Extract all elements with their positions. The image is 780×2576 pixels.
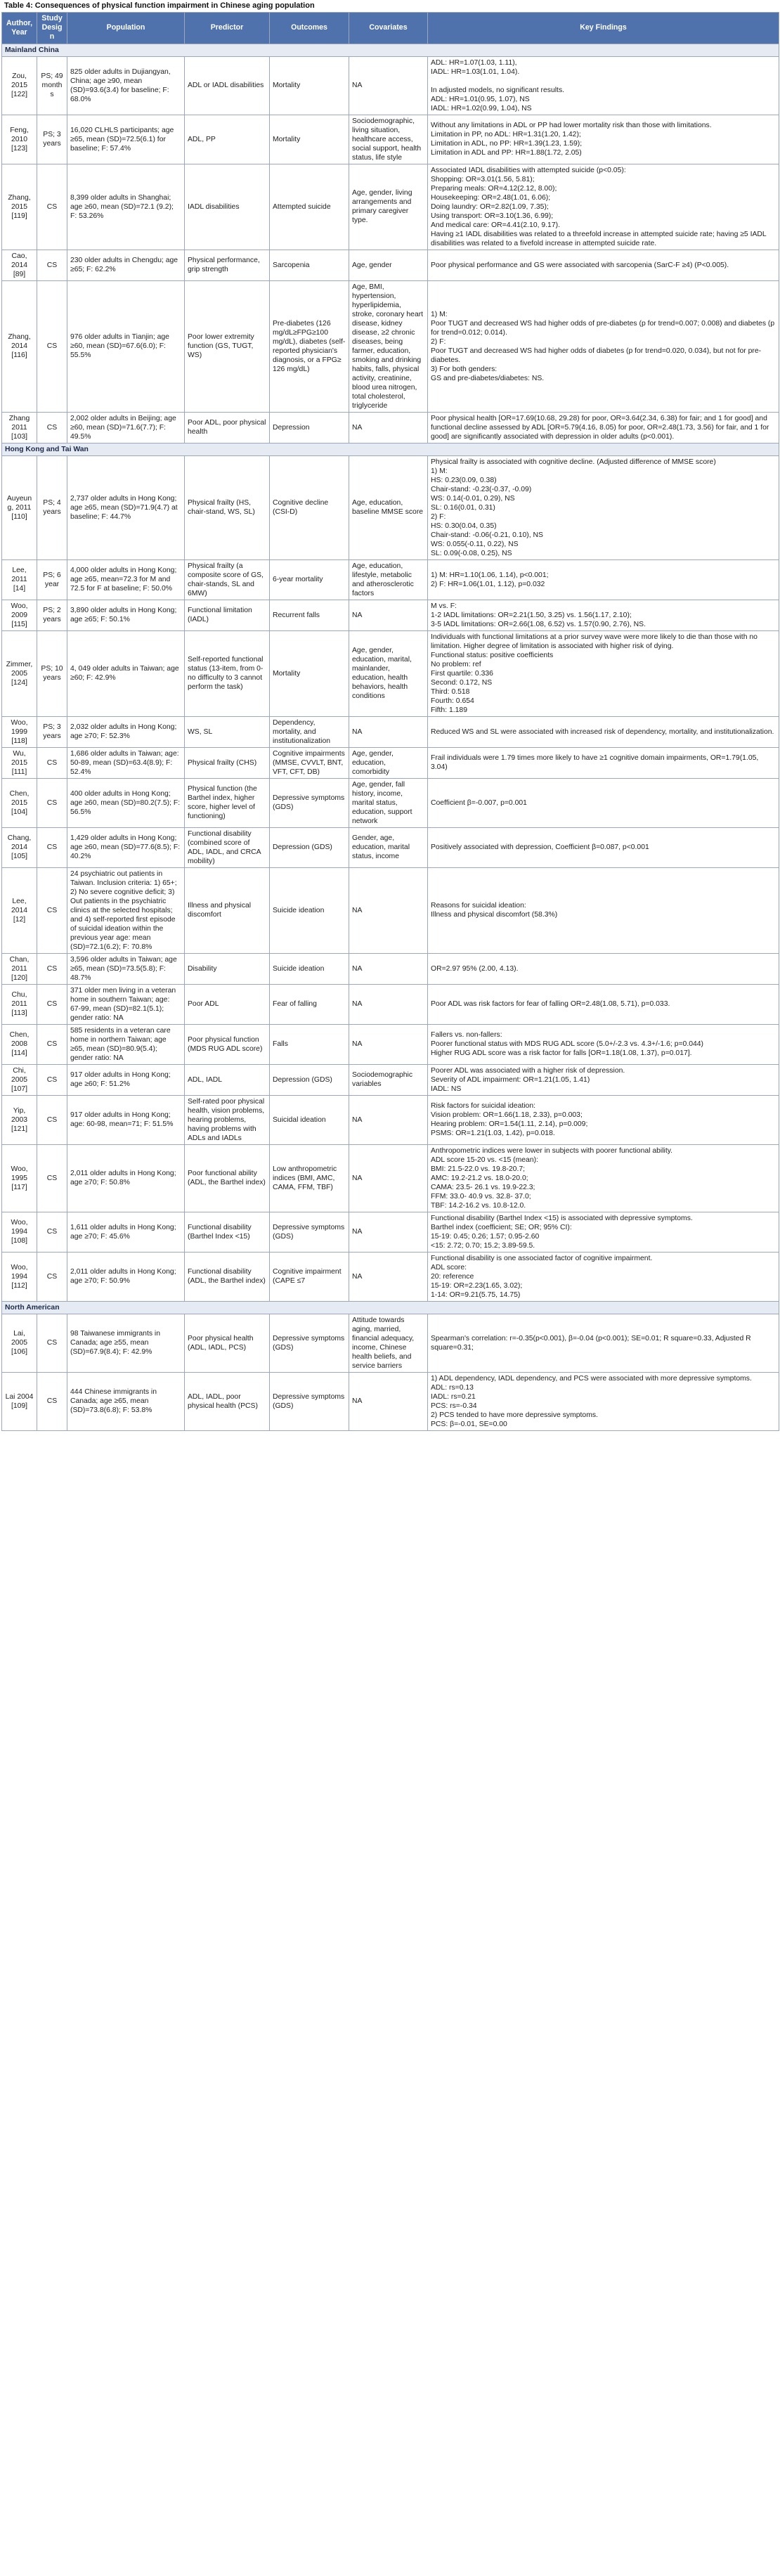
cell-key-findings: Associated IADL disabilities with attempted suicide (p<0.05): Shopping: OR=3.01(1.56, 5.81); Preparing meals: OR=4.12(2.12, 8.00); Housekeeping: OR=2.48(1.01, 6.06); Doing laundry: OR=2.82(1.09, 7.35); Using transport: OR=3.10(1.36, 6.99); And medical care: OR=4.41(2.10, 9.17). Having ≥1 IADL disabilities was related to a threefold increase in attempted suicide rate; having ≥5 IADL disabilities was related to a fivefold increase in attempted suicide rate. xyxy=(428,164,779,250)
cell-covariates: Sociodemographic, living situation, healthcare access, social support, health status, life style xyxy=(349,115,428,164)
cell-population: 585 residents in a veteran care home in northern Taiwan; age ≥65, mean (SD)=80.9(5.4); gender ratio: NA xyxy=(67,1024,185,1064)
cell-author: Chang, 2014 [105] xyxy=(2,827,37,867)
table-row xyxy=(2,716,779,747)
cell-study-design: CS xyxy=(37,1252,67,1301)
cell-author: Auyeung, 2011 [110] xyxy=(2,455,37,559)
table-row xyxy=(2,1212,779,1252)
cell-outcomes: Cognitive impairment (CAPE ≤7 xyxy=(270,1252,349,1301)
table-row xyxy=(2,747,779,778)
cell-author: Woo, 1994 [112] xyxy=(2,1252,37,1301)
section-row xyxy=(2,44,779,56)
cell-covariates: NA xyxy=(349,600,428,630)
cell-covariates: Age, gender, education, comorbidity xyxy=(349,747,428,778)
cell-key-findings: Reasons for suicidal ideation: Illness and physical discomfort (58.3%) xyxy=(428,867,779,953)
cell-covariates: NA xyxy=(349,412,428,443)
cell-covariates: NA xyxy=(349,1252,428,1301)
cell-predictor: Poor physical function (MDS RUG ADL score) xyxy=(185,1024,270,1064)
cell-key-findings: M vs. F: 1-2 IADL limitations: OR=2.21(1.50, 3.25) vs. 1.56(1.17, 2.10); 3-5 IADL limitations: OR=2.66(1.08, 6.52) vs. 1.57(0.90, 2.76), NS. xyxy=(428,600,779,630)
cell-covariates: NA xyxy=(349,1095,428,1144)
cell-covariates: NA xyxy=(349,1372,428,1430)
table-row xyxy=(2,412,779,443)
cell-predictor: IADL disabilities xyxy=(185,164,270,250)
cell-population: 371 older men living in a veteran home in southern Taiwan; age: 67-99, mean (SD)=82.1(5.1); gender ratio: NA xyxy=(67,984,185,1024)
cell-outcomes: Cognitive impairments (MMSE, CVVLT, BNT, VFT, CFT, DB) xyxy=(270,747,349,778)
cell-key-findings: Reduced WS and SL were associated with increased risk of dependency, mortality, and institutionalization. xyxy=(428,716,779,747)
cell-predictor: Physical frailty (CHS) xyxy=(185,747,270,778)
cell-key-findings: Positively associated with depression, Coefficient β=0.087, p<0.001 xyxy=(428,827,779,867)
cell-covariates: Age, gender, fall history, income, marital status, education, support network xyxy=(349,778,428,827)
cell-author: Zhang 2011 [103] xyxy=(2,412,37,443)
cell-covariates: NA xyxy=(349,1212,428,1252)
header-covariates: Covariates xyxy=(349,13,428,44)
header-key-findings: Key Findings xyxy=(428,13,779,44)
cell-author: Lee, 2014 [12] xyxy=(2,867,37,953)
cell-predictor: Physical performance, grip strength xyxy=(185,250,270,280)
table-row xyxy=(2,455,779,559)
cell-population: 98 Taiwanese immigrants in Canada; age ≥55, mean (SD)=67.9(8.4); F: 42.9% xyxy=(67,1314,185,1372)
section-title: Hong Kong and Tai Wan xyxy=(2,443,779,455)
cell-population: 230 older adults in Chengdu; age ≥65; F: 62.2% xyxy=(67,250,185,280)
cell-outcomes: Sarcopenia xyxy=(270,250,349,280)
cell-population: 2,011 older adults in Hong Kong; age ≥70; F: 50.9% xyxy=(67,1252,185,1301)
cell-covariates: NA xyxy=(349,716,428,747)
cell-predictor: Self-rated poor physical health, vision problems, hearing problems, having problems with ADLs and IADLs xyxy=(185,1095,270,1144)
cell-population: 3,596 older adults in Taiwan; age ≥65, mean (SD)=73.5(5.8); F: 48.7% xyxy=(67,953,185,984)
cell-outcomes: Cognitive decline (CSI-D) xyxy=(270,455,349,559)
cell-study-design: PS; 3 years xyxy=(37,115,67,164)
header-predictor: Predictor xyxy=(185,13,270,44)
cell-population: 8,399 older adults in Shanghai; age ≥60, mean (SD)=72.1 (9.2); F: 53.26% xyxy=(67,164,185,250)
cell-predictor: Physical frailty (a composite score of GS, chair-stands, SL and 6MW) xyxy=(185,559,270,600)
cell-outcomes: Suicide ideation xyxy=(270,867,349,953)
cell-outcomes: Mortality xyxy=(270,56,349,115)
cell-population: 444 Chinese immigrants in Canada; age ≥65, mean (SD)=73.8(6.8); F: 53.8% xyxy=(67,1372,185,1430)
table-row xyxy=(2,164,779,250)
cell-author: Woo, 1995 [117] xyxy=(2,1144,37,1212)
cell-covariates: NA xyxy=(349,1144,428,1212)
cell-key-findings: ADL: HR=1.07(1.03, 1.11), IADL: HR=1.03(1.01, 1.04). In adjusted models, no significant results. ADL: HR=1.01(0.95, 1.07), NS IADL: HR=1.02(0.99, 1.04), NS xyxy=(428,56,779,115)
cell-predictor: ADL, IADL, poor physical health (PCS) xyxy=(185,1372,270,1430)
cell-covariates: NA xyxy=(349,1024,428,1064)
cell-population: 4, 049 older adults in Taiwan; age ≥60; F: 42.9% xyxy=(67,630,185,716)
cell-outcomes: Pre-diabetes (126 mg/dL≥FPG≥100 mg/dL), diabetes (self-reported physician's diagnosis, or a FPG≥ 126 mg/dL) xyxy=(270,280,349,412)
cell-author: Zimmer, 2005 [124] xyxy=(2,630,37,716)
table-row xyxy=(2,778,779,827)
cell-study-design: CS xyxy=(37,867,67,953)
cell-outcomes: Falls xyxy=(270,1024,349,1064)
cell-study-design: CS xyxy=(37,280,67,412)
header-population: Population xyxy=(67,13,185,44)
cell-author: Zhang, 2015 [119] xyxy=(2,164,37,250)
cell-author: Cao, 2014 [89] xyxy=(2,250,37,280)
cell-key-findings: OR=2.97 95% (2.00, 4.13). xyxy=(428,953,779,984)
table-row xyxy=(2,115,779,164)
table-row xyxy=(2,984,779,1024)
cell-outcomes: Fear of falling xyxy=(270,984,349,1024)
cell-key-findings: Coefficient β=-0.007, p=0.001 xyxy=(428,778,779,827)
cell-author: Chen, 2008 [114] xyxy=(2,1024,37,1064)
cell-covariates: Age, education, baseline MMSE score xyxy=(349,455,428,559)
cell-author: Woo, 1999 [118] xyxy=(2,716,37,747)
cell-study-design: CS xyxy=(37,747,67,778)
cell-predictor: ADL or IADL disabilities xyxy=(185,56,270,115)
cell-outcomes: Low anthropometric indices (BMI, AMC, CAMA, FFM, TBF) xyxy=(270,1144,349,1212)
cell-outcomes: Depressive symptoms (GDS) xyxy=(270,1212,349,1252)
cell-covariates: Age, BMI, hypertension, hyperlipidemia, stroke, coronary heart disease, kidney disease, ≥2 chronic diseases, being farmer, education, smoking and drinking habits, falls, physical activity, creatinine, blood urea nitrogen, total cholesterol, triglyceride xyxy=(349,280,428,412)
cell-key-findings: Frail individuals were 1.79 times more likely to have ≥1 cognitive domain impairments, OR=1.79(1.05, 3.04) xyxy=(428,747,779,778)
table-row xyxy=(2,250,779,280)
cell-outcomes: Recurrent falls xyxy=(270,600,349,630)
cell-study-design: CS xyxy=(37,250,67,280)
header-author: Author, Year xyxy=(2,13,37,44)
section-row xyxy=(2,1301,779,1314)
cell-predictor: ADL, IADL xyxy=(185,1064,270,1095)
cell-key-findings: Poor physical performance and GS were associated with sarcopenia (SarC-F ≥4) (P<0.005). xyxy=(428,250,779,280)
cell-population: 400 older adults in Hong Kong; age ≥60, mean (SD)=80.2(7.5); F: 56.5% xyxy=(67,778,185,827)
cell-key-findings: Functional disability (Barthel Index <15) is associated with depressive symptoms. Barthel index (coefficient; SE; OR; 95% CI): 15-19: 0.45; 0.26; 1.57; 0.95-2.60 <15: 2.72; 0.70; 15.2; 3.89-59.5. xyxy=(428,1212,779,1252)
cell-study-design: CS xyxy=(37,412,67,443)
cell-predictor: Poor ADL xyxy=(185,984,270,1024)
table-row xyxy=(2,1372,779,1430)
table-row xyxy=(2,953,779,984)
table-row xyxy=(2,1095,779,1144)
cell-covariates: Age, gender, living arrangements and primary caregiver type. xyxy=(349,164,428,250)
cell-covariates: NA xyxy=(349,953,428,984)
table-row xyxy=(2,559,779,600)
cell-key-findings: 1) ADL dependency, IADL dependency, and PCS were associated with more depressive symptoms. ADL: rs=0.13 IADL: rs=0.21 PCS: rs=-0.34 2) PCS tended to have more depressive symptoms. PCS: β=-0.01, SE=0.00 xyxy=(428,1372,779,1430)
cell-outcomes: Depressive symptoms (GDS) xyxy=(270,1314,349,1372)
cell-predictor: Poor functional ability (ADL, the Barthel index) xyxy=(185,1144,270,1212)
cell-key-findings: Physical frailty is associated with cognitive decline. (Adjusted difference of MMSE score) 1) M: HS: 0.23(0.09, 0.38) Chair-stand: -0.23(-0.37, -0.09) WS: 0.14(-0.01, 0.29), NS SL: 0.16(0.01, 0.31) 2) F: HS: 0.30(0.04, 0.35) Chair-stand: -0.06(-0.21, 0.10), NS WS: 0.055(-0.11, 0.22), NS SL: 0.09(-0.08, 0.25), NS xyxy=(428,455,779,559)
cell-predictor: Functional disability (ADL, the Barthel index) xyxy=(185,1252,270,1301)
cell-author: Lai, 2005 [106] xyxy=(2,1314,37,1372)
cell-predictor: Poor ADL, poor physical health xyxy=(185,412,270,443)
cell-population: 976 older adults in Tianjin; age ≥60, mean (SD)=67.6(6.0); F: 55.5% xyxy=(67,280,185,412)
cell-key-findings: 1) M: Poor TUGT and decreased WS had higher odds of pre-diabetes (p for trend=0.007; 0.008) and diabetes (p for trend=0.012; 0.014). 2) F: Poor TUGT and decreased WS had higher odds of diabetes (p for trend=0.020, 0.034), but not for pre-diabetes. 3) For both genders: GS and pre-diabetes/diabetes: NS. xyxy=(428,280,779,412)
cell-author: Wu, 2015 [111] xyxy=(2,747,37,778)
cell-author: Lai 2004 [109] xyxy=(2,1372,37,1430)
cell-author: Zou, 2015 [122] xyxy=(2,56,37,115)
cell-author: Chu, 2011 [113] xyxy=(2,984,37,1024)
cell-predictor: WS, SL xyxy=(185,716,270,747)
table-row xyxy=(2,1314,779,1372)
table-row xyxy=(2,1252,779,1301)
cell-population: 2,737 older adults in Hong Kong; age ≥65, mean (SD)=71.9(4.7) at baseline; F: 44.7% xyxy=(67,455,185,559)
table-row xyxy=(2,600,779,630)
table-row xyxy=(2,1144,779,1212)
cell-predictor: Poor lower extremity function (GS, TUGT, WS) xyxy=(185,280,270,412)
cell-covariates: Age, gender xyxy=(349,250,428,280)
cell-key-findings: Individuals with functional limitations at a prior survey wave were more likely to die than those with no limitation. Higher degree of limitation is associated with higher risk of dying. Functional status: positive coefficients No problem: ref First quartile: 0.336 Second: 0.172, NS Third: 0.518 Fourth: 0.654 Fifth: 1.189 xyxy=(428,630,779,716)
cell-study-design: PS; 3 years xyxy=(37,716,67,747)
cell-population: 917 older adults in Hong Kong; age ≥60; F: 51.2% xyxy=(67,1064,185,1095)
cell-study-design: CS xyxy=(37,1024,67,1064)
table-body xyxy=(2,44,779,1430)
section-title: Mainland China xyxy=(2,44,779,56)
cell-outcomes: Depression (GDS) xyxy=(270,1064,349,1095)
cell-predictor: Physical frailty (HS, chair-stand, WS, SL) xyxy=(185,455,270,559)
section-row xyxy=(2,443,779,455)
cell-covariates: Sociodemographic variables xyxy=(349,1064,428,1095)
cell-predictor: Physical function (the Barthel index, higher score, higher level of functioning) xyxy=(185,778,270,827)
table-row xyxy=(2,1064,779,1095)
cell-predictor: Functional limitation (IADL) xyxy=(185,600,270,630)
section-title: North American xyxy=(2,1301,779,1314)
cell-study-design: CS xyxy=(37,827,67,867)
cell-population: 2,011 older adults in Hong Kong; age ≥70; F: 50.8% xyxy=(67,1144,185,1212)
cell-key-findings: Spearman's correlation: r=-0.35(p<0.001), β=-0.04 (p<0.001); SE=0.01; R square=0.33, Adjusted R square=0.31; xyxy=(428,1314,779,1372)
cell-outcomes: Suicide ideation xyxy=(270,953,349,984)
cell-study-design: CS xyxy=(37,1314,67,1372)
table-row xyxy=(2,56,779,115)
cell-study-design: CS xyxy=(37,1095,67,1144)
cell-population: 16,020 CLHLS participants; age ≥65, mean (SD)=72.5(6.1) for baseline; F: 57.4% xyxy=(67,115,185,164)
cell-study-design: PS; 10 years xyxy=(37,630,67,716)
cell-study-design: PS; 49 months xyxy=(37,56,67,115)
cell-author: Lee, 2011 [14] xyxy=(2,559,37,600)
cell-outcomes: 6-year mortality xyxy=(270,559,349,600)
cell-author: Chi, 2005 [107] xyxy=(2,1064,37,1095)
cell-study-design: CS xyxy=(37,1144,67,1212)
cell-outcomes: Mortality xyxy=(270,115,349,164)
cell-key-findings: Poor physical health [OR=17.69(10.68, 29.28) for poor, OR=3.64(2.34, 6.38) for fair; and 1 for good] and functional decline assessed by ADL [OR=5.79(4.16, 8.05) for poor, OR=2.48(1.73, 3.56) for fair, and 1 for good] are significantly associated with depression in older adults (p<0.001). xyxy=(428,412,779,443)
cell-outcomes: Attempted suicide xyxy=(270,164,349,250)
cell-author: Zhang, 2014 [116] xyxy=(2,280,37,412)
cell-study-design: CS xyxy=(37,778,67,827)
cell-author: Feng, 2010 [123] xyxy=(2,115,37,164)
cell-covariates: NA xyxy=(349,867,428,953)
table-row xyxy=(2,867,779,953)
cell-study-design: CS xyxy=(37,1064,67,1095)
cell-key-findings: Without any limitations in ADL or PP had lower mortality risk than those with limitations. Limitation in PP, no ADL: HR=1.31(1.20, 1.42); Limitation in ADL, no PP: HR=1.39(1.23, 1.59); Limitation in ADL and PP: HR=1.88(1.72, 2.05) xyxy=(428,115,779,164)
cell-covariates: Gender, age, education, marital status, income xyxy=(349,827,428,867)
table-row xyxy=(2,1024,779,1064)
cell-predictor: ADL, PP xyxy=(185,115,270,164)
cell-key-findings: Poor ADL was risk factors for fear of falling OR=2.48(1.08, 5.71), p=0.033. xyxy=(428,984,779,1024)
cell-covariates: Age, gender, education, marital, mainlander, education, health behaviors, health conditions xyxy=(349,630,428,716)
cell-covariates: Age, education, lifestyle, metabolic and atherosclerotic factors xyxy=(349,559,428,600)
cell-outcomes: Depression xyxy=(270,412,349,443)
table-row xyxy=(2,280,779,412)
cell-study-design: CS xyxy=(37,984,67,1024)
cell-predictor: Functional disability (Barthel Index <15) xyxy=(185,1212,270,1252)
cell-study-design: PS; 2 years xyxy=(37,600,67,630)
cell-outcomes: Depressive symptoms (GDS) xyxy=(270,1372,349,1430)
cell-predictor: Functional disability (combined score of ADL, IADL, and CRCA mobility) xyxy=(185,827,270,867)
cell-study-design: PS; 4 years xyxy=(37,455,67,559)
cell-population: 825 older adults in Dujiangyan, China; age ≥90, mean (SD)=93.6(3.4) for baseline; F: 68.0% xyxy=(67,56,185,115)
cell-study-design: PS; 6 year xyxy=(37,559,67,600)
cell-outcomes: Suicidal ideation xyxy=(270,1095,349,1144)
cell-key-findings: Poorer ADL was associated with a higher risk of depression. Severity of ADL impairment: OR=1.21(1.05, 1.41) IADL: NS xyxy=(428,1064,779,1095)
cell-population: 24 psychiatric out patients in Taiwan. Inclusion criteria: 1) 65+; 2) No severe cognitive deficit; 3) Out patients in the psychiatric clinics at the selected hospitals; and 4) self-reported first episode of suicidal ideation within the previous year age: mean (SD)=72.1(6.2); F: 70.8% xyxy=(67,867,185,953)
cell-covariates: Attitude towards aging, married, financial adequacy, income, Chinese health beliefs, and service barriers xyxy=(349,1314,428,1372)
cell-study-design: CS xyxy=(37,953,67,984)
cell-population: 1,429 older adults in Hong Kong; age ≥60, mean (SD)=77.6(8.5); F: 40.2% xyxy=(67,827,185,867)
cell-outcomes: Depression (GDS) xyxy=(270,827,349,867)
cell-outcomes: Mortality xyxy=(270,630,349,716)
cell-outcomes: Dependency, mortality, and institutionalization xyxy=(270,716,349,747)
cell-key-findings: Risk factors for suicidal ideation: Vision problem: OR=1.66(1.18, 2.33), p=0.003; Hearing problem: OR=1.54(1.11, 2.14), p=0.009; PSMS: OR=1.21(1.03, 1.42), p=0.018. xyxy=(428,1095,779,1144)
table-header-row xyxy=(2,13,779,44)
cell-author: Chen, 2015 [104] xyxy=(2,778,37,827)
cell-key-findings: Anthropometric indices were lower in subjects with poorer functional ability. ADL score 15-20 vs. <15 (mean): BMI: 21.5-22.0 vs. 19.8-20.7; AMC: 19.2-21.2 vs. 18.0-20.0; CAMA: 23.5- 26.1 vs. 19.9-22.3; FFM: 33.0- 40.9 vs. 32.8- 37.0; TBF: 14.2-16.2 vs. 10.8-12.0. xyxy=(428,1144,779,1212)
header-study-design: Study Design xyxy=(37,13,67,44)
cell-study-design: CS xyxy=(37,1212,67,1252)
cell-author: Woo, 2009 [115] xyxy=(2,600,37,630)
cell-key-findings: Functional disability is one associated factor of cognitive impairment. ADL score: 20: reference 15-19: OR=2.23(1.65, 3.02); 1-14: OR=9.21(5.75, 14.75) xyxy=(428,1252,779,1301)
cell-outcomes: Depressive symptoms (GDS) xyxy=(270,778,349,827)
cell-predictor: Poor physical health (ADL, IADL, PCS) xyxy=(185,1314,270,1372)
table-caption: Table 4: Consequences of physical function impairment in Chinese aging population xyxy=(4,1,315,10)
cell-key-findings: 1) M: HR=1.10(1.06, 1.14), p<0.001; 2) F: HR=1.06(1.01, 1.12), p=0.032 xyxy=(428,559,779,600)
cell-predictor: Illness and physical discomfort xyxy=(185,867,270,953)
cell-author: Chan, 2011 [120] xyxy=(2,953,37,984)
table-row xyxy=(2,827,779,867)
header-outcomes: Outcomes xyxy=(270,13,349,44)
cell-population: 1,686 older adults in Taiwan; age: 50-89, mean (SD)=63.4(8.9); F: 52.4% xyxy=(67,747,185,778)
page xyxy=(1,0,779,1431)
consequences-table xyxy=(1,12,779,1431)
cell-population: 3,890 older adults in Hong Kong; age ≥65; F: 50.1% xyxy=(67,600,185,630)
cell-key-findings: Fallers vs. non-fallers: Poorer functional status with MDS RUG ADL score (5.0+/-2.3 vs. 4.3+/-1.6; p=0.044) Higher RUG ADL score was a risk factor for falls [OR=1.18(1.08, 1.37), p=0.017]. xyxy=(428,1024,779,1064)
cell-population: 917 older adults in Hong Kong; age: 60-98, mean=71; F: 51.5% xyxy=(67,1095,185,1144)
cell-author: Yip, 2003 [121] xyxy=(2,1095,37,1144)
table-row xyxy=(2,630,779,716)
cell-population: 4,000 older adults in Hong Kong; age ≥65, mean=72.3 for M and 72.5 for F at baseline; F: 50.0% xyxy=(67,559,185,600)
cell-study-design: CS xyxy=(37,1372,67,1430)
cell-covariates: NA xyxy=(349,984,428,1024)
cell-study-design: CS xyxy=(37,164,67,250)
cell-population: 2,032 older adults in Hong Kong; age ≥70; F: 52.3% xyxy=(67,716,185,747)
cell-covariates: NA xyxy=(349,56,428,115)
cell-population: 1,611 older adults in Hong Kong; age ≥70; F: 45.6% xyxy=(67,1212,185,1252)
cell-predictor: Self-reported functional status (13-item, from 0-no difficulty to 3 cannot perform the task) xyxy=(185,630,270,716)
cell-author: Woo, 1994 [108] xyxy=(2,1212,37,1252)
cell-population: 2,002 older adults in Beijing; age ≥60, mean (SD)=71.6(7.7); F: 49.5% xyxy=(67,412,185,443)
cell-predictor: Disability xyxy=(185,953,270,984)
